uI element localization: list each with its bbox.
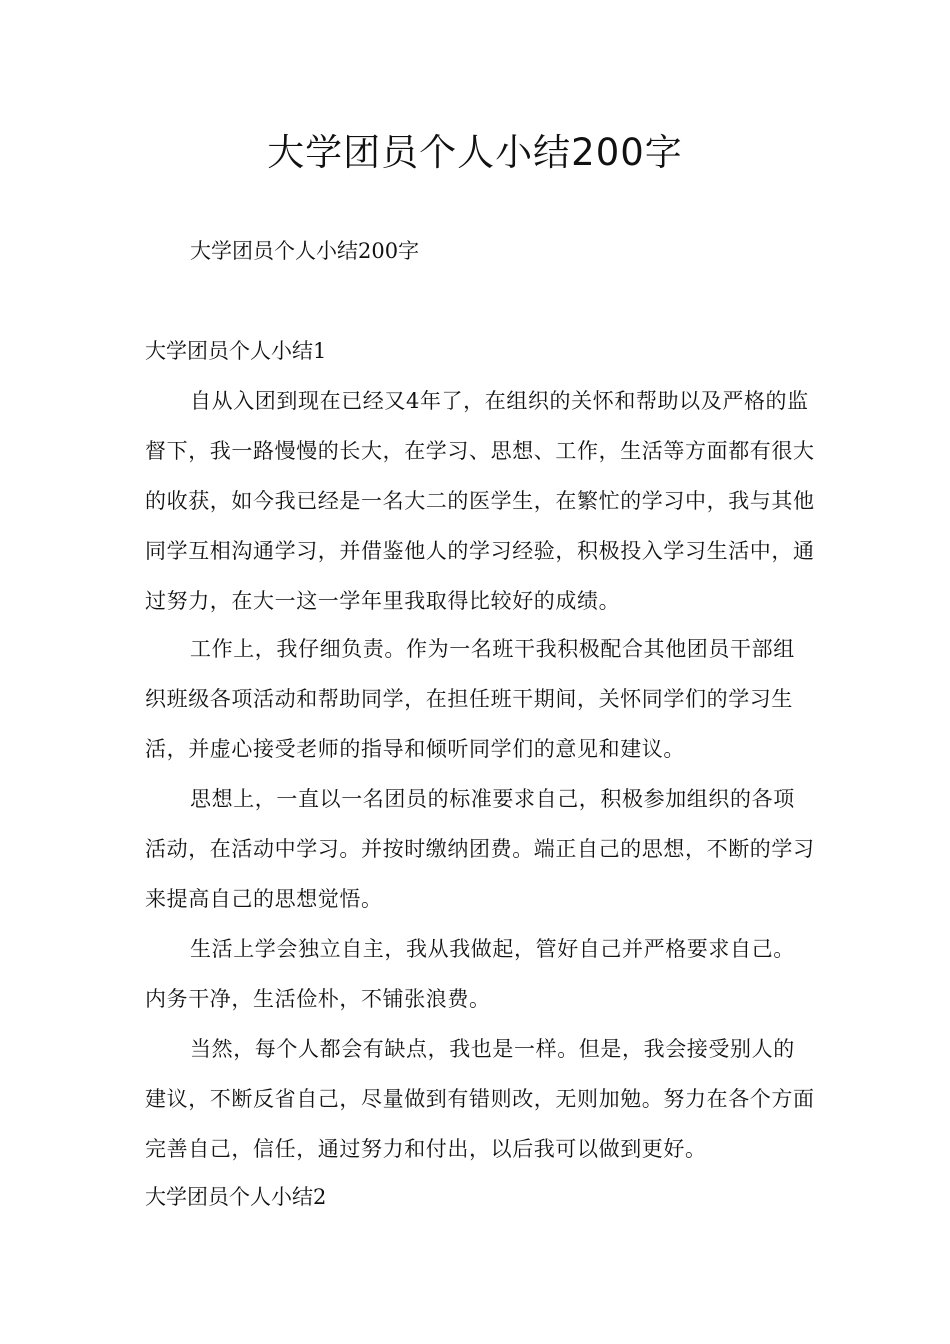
paragraph-3: 思想上，一直以一名团员的标准要求自己，积极参加组织的各项活动，在活动中学习。并按时缴纳团费。端正自己的思想，不断的学习来提高自己的思想觉悟。 (145, 787, 815, 911)
paragraph-2: 工作上，我仔细负责。作为一名班干我积极配合其他团员干部组织班级各项活动和帮助同学，在担任班干期间，关怀同学们的学习生活，并虚心接受老师的指导和倾听同学们的意见和建议。 (145, 637, 795, 761)
paragraph-1: 自从入团到现在已经又4年了，在组织的关怀和帮助以及严格的监督下，我一路慢慢的长大，在学习、思想、工作，生活等方面都有很大的收获，如今我已经是一名大二的医学生，在繁忙的学习中，我与其他同学互相沟通学习，并借鉴他人的学习经验，积极投入学习生活中，通过努力，在大一这一学年里我取得比较好的成绩。 (145, 389, 815, 613)
document-subtitle: 大学团员个人小结200字 (190, 239, 420, 263)
section-heading-2: 大学团员个人小结2 (145, 1185, 327, 1209)
section-heading-1: 大学团员个人小结1 (145, 339, 327, 363)
paragraph-5: 当然，每个人都会有缺点，我也是一样。但是，我会接受别人的建议，不断反省自己，尽量做到有错则改，无则加勉。努力在各个方面完善自己，信任，通过努力和付出，以后我可以做到更好。 (145, 1037, 815, 1161)
document-title: 大学团员个人小结200字 (267, 131, 683, 174)
paragraph-4: 生活上学会独立自主，我从我做起，管好自己并严格要求自己。内务干净，生活俭朴，不铺张浪费。 (145, 937, 795, 1011)
